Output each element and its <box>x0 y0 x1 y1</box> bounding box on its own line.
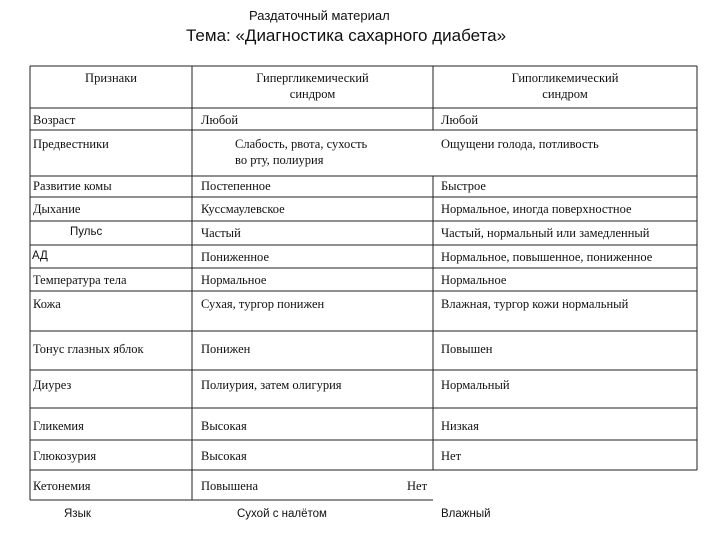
handout-label: Раздаточный материал <box>249 8 390 23</box>
row-hyper-coma: Постепенное <box>201 179 271 193</box>
row-sign-precursors: Предвестники <box>33 137 109 151</box>
row-hyper-bp: Пониженное <box>201 250 270 264</box>
row-sign-age: Возраст <box>33 113 76 127</box>
row-sign-tongue: Язык <box>64 508 91 520</box>
row-sign-eyeballs: Тонус глазных яблок <box>33 342 144 356</box>
row-hypo-tongue: Влажный <box>441 508 491 520</box>
header-hyper-line1: Гипергликемический <box>256 71 369 85</box>
row-sign-pulse: Пульс <box>70 226 103 238</box>
row-hyper-precursors-line1: Слабость, рвота, сухость <box>235 137 368 151</box>
row-sign-glucosuria: Глюкозурия <box>33 449 97 463</box>
row-hypo-breathing: Нормальное, иногда поверхностное <box>441 202 632 216</box>
row-hypo-glycemia: Низкая <box>441 419 479 433</box>
row-hyper-pulse: Частый <box>201 226 241 240</box>
row-hypo-age: Любой <box>441 113 479 127</box>
row-hyper-tongue: Сухой с налётом <box>237 508 327 520</box>
row-hyper-precursors <box>235 136 367 168</box>
header-hyper <box>192 70 433 102</box>
header-hypo-line2: синдром <box>542 87 588 101</box>
row-hypo-bp: Нормальное, повышенное, пониженное <box>441 250 653 264</box>
row-sign-bp: АД <box>32 250 48 262</box>
row-sign-glycemia: Гликемия <box>33 419 84 433</box>
row-hypo-glucosuria: Нет <box>441 449 462 463</box>
row-sign-ketonemia: Кетонемия <box>33 479 91 493</box>
header-hyper-line2: синдром <box>289 87 336 101</box>
row-sign-skin: Кожа <box>33 297 61 311</box>
row-hyper-temp: Нормальное <box>201 273 267 287</box>
row-sign-breathing: Дыхание <box>33 202 81 216</box>
row-hypo-coma: Быстрое <box>441 179 486 193</box>
row-sign-coma: Развитие комы <box>33 179 112 193</box>
row-hyper-eyeballs: Понижен <box>201 342 251 356</box>
row-hyper-precursors-line2: во рту, полиурия <box>235 153 324 167</box>
row-hyper-skin: Сухая, тургор понижен <box>201 297 325 311</box>
row-hyper-glycemia: Высокая <box>201 419 247 433</box>
header-hypo <box>433 70 697 102</box>
row-hypo-diuresis: Нормальный <box>441 378 510 392</box>
row-hypo-temp: Нормальное <box>441 273 507 287</box>
row-hyper-diuresis: Полиурия, затем олигурия <box>201 378 342 392</box>
row-sign-diuresis: Диурез <box>33 378 72 392</box>
header-signs: Признаки <box>85 71 137 85</box>
header-hypo-line1: Гипогликемический <box>511 71 619 85</box>
row-hyper-breathing: Куссмаулевское <box>201 202 285 216</box>
row-hypo-precursors: Ощущени голода, потливость <box>441 137 599 151</box>
row-hypo-skin: Влажная, тургор кожи нормальный <box>441 297 629 311</box>
row-hypo-eyeballs: Повышен <box>441 342 493 356</box>
row-sign-temp: Температура тела <box>33 273 127 287</box>
row-hyper-glucosuria: Высокая <box>201 449 247 463</box>
row-hyper-age: Любой <box>201 113 239 127</box>
page-title: Тема: «Диагностика сахарного диабета» <box>186 26 507 45</box>
row-hypo-pulse: Частый, нормальный или замедленный <box>441 226 650 240</box>
row-hypo-ketonemia: Нет <box>407 479 428 493</box>
row-hyper-ketonemia: Повышена <box>201 479 258 493</box>
